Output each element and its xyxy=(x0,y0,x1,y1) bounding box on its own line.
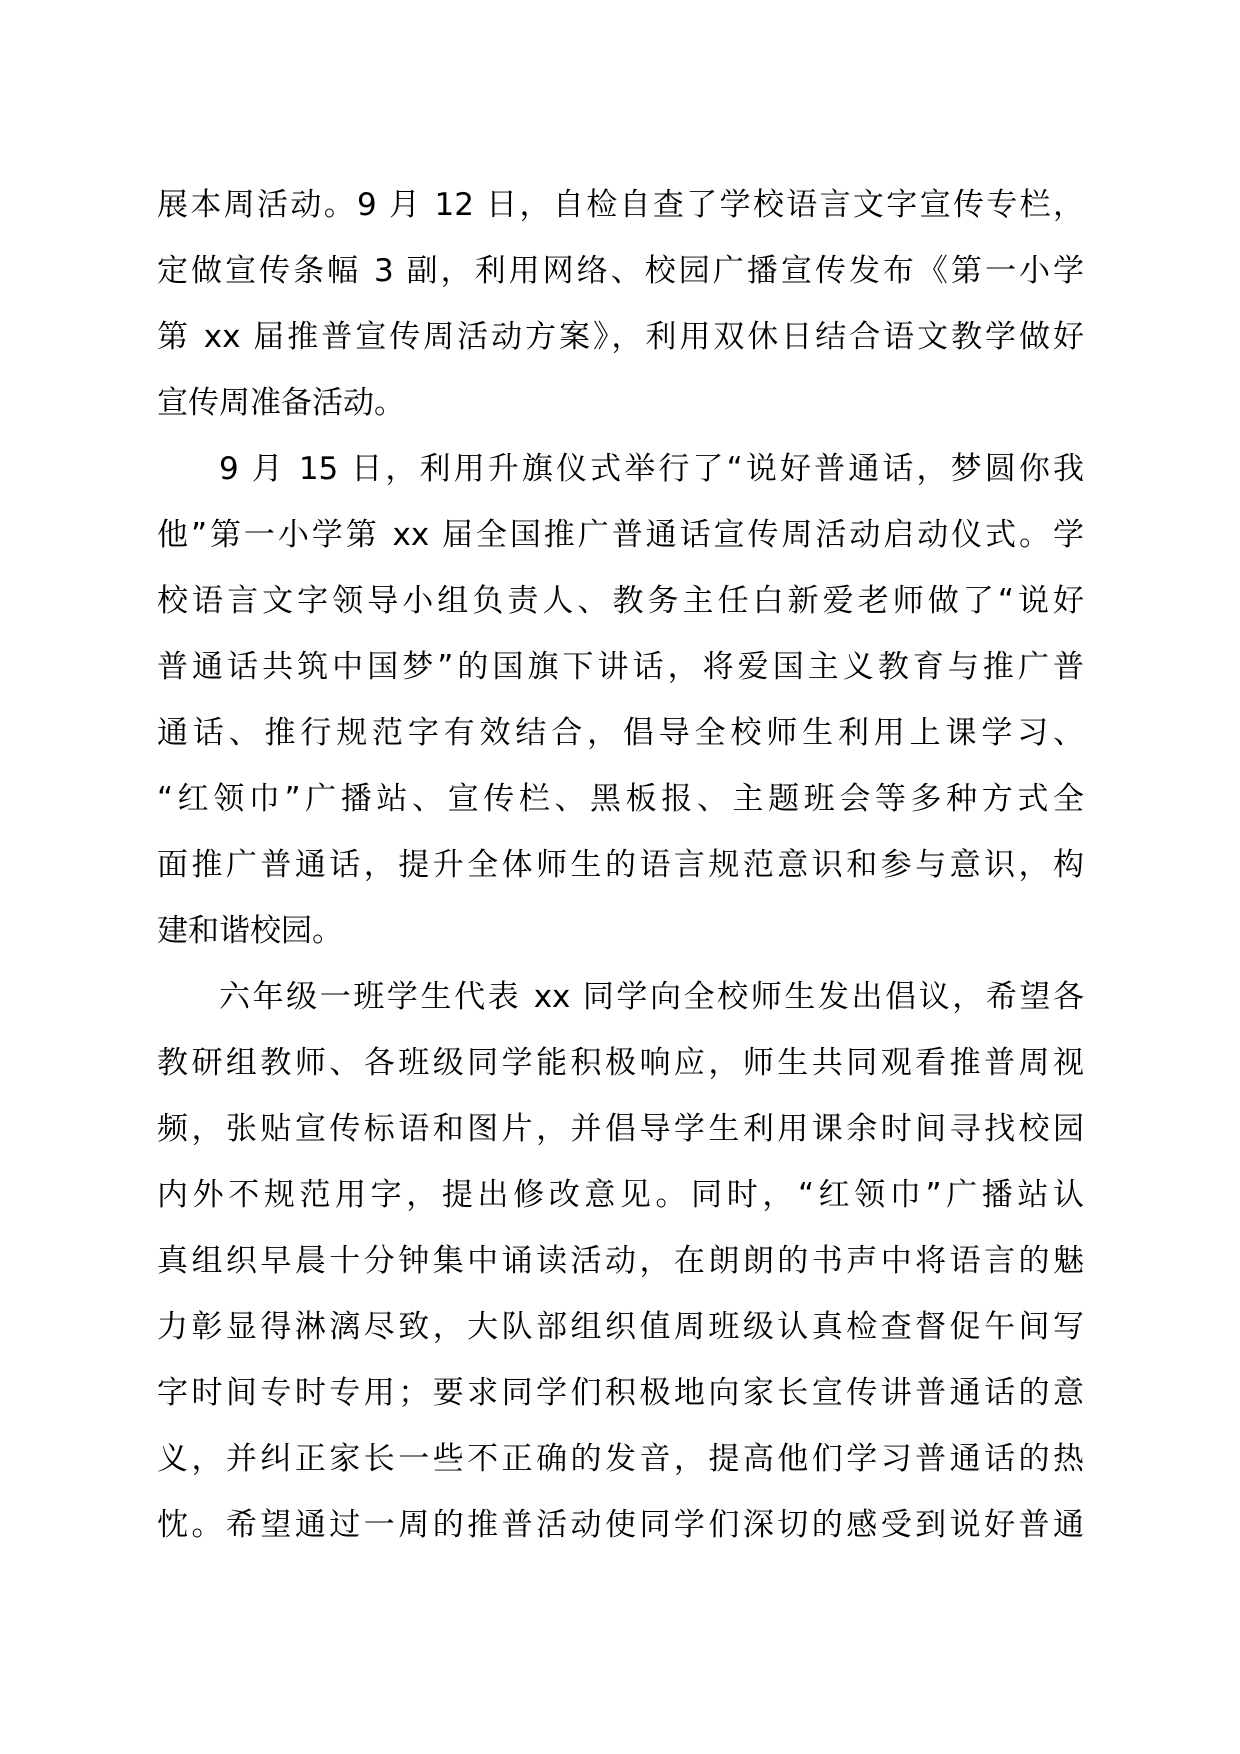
text-line: 力彰显得淋漓尽致，大队部组织值周班级认真检查督促午间写 xyxy=(157,1309,1084,1345)
text-line: 9 月 15 日，利用升旗仪式举行了“说好普通话，梦圆你我 xyxy=(219,451,1084,487)
body-text xyxy=(157,172,1084,1558)
text-line: 六年级一班学生代表 xx 同学向全校师生发出倡议，希望各 xyxy=(219,979,1084,1015)
text-line: 普通话共筑中国梦”的国旗下讲话，将爱国主义教育与推广普 xyxy=(157,649,1084,685)
text-line: 真组织早晨十分钟集中诵读活动，在朗朗的书声中将语言的魅 xyxy=(157,1243,1084,1279)
text-line: 建和谐校园。 xyxy=(157,913,343,949)
text-line: 第 xx 届推普宣传周活动方案》，利用双休日结合语文教学做好 xyxy=(157,319,1084,355)
text-line: 面推广普通话，提升全体师生的语言规范意识和参与意识，构 xyxy=(157,847,1084,883)
text-line: 通话、推行规范字有效结合，倡导全校师生利用上课学习、 xyxy=(157,715,1084,751)
paragraph-1 xyxy=(157,172,1084,436)
text-line: 义，并纠正家长一些不正确的发音，提高他们学习普通话的热 xyxy=(157,1441,1084,1477)
text-line: 内外不规范用字，提出修改意见。同时，“红领巾”广播站认 xyxy=(157,1177,1084,1213)
text-line: 宣传周准备活动。 xyxy=(157,385,405,421)
text-line: 频，张贴宣传标语和图片，并倡导学生利用课余时间寻找校园 xyxy=(157,1111,1084,1147)
text-line: 定做宣传条幅 3 副，利用网络、校园广播宣传发布《第一小学 xyxy=(157,253,1084,289)
text-line: 他”第一小学第 xx 届全国推广普通话宣传周活动启动仪式。学 xyxy=(157,517,1084,553)
text-line: “红领巾”广播站、宣传栏、黑板报、主题班会等多种方式全 xyxy=(157,781,1084,817)
text-line: 校语言文字领导小组负责人、教务主任白新爱老师做了“说好 xyxy=(157,583,1084,619)
text-line: 展本周活动。9 月 12 日，自检自查了学校语言文字宣传专栏， xyxy=(157,187,1084,223)
paragraph-3 xyxy=(157,964,1084,1558)
text-line: 字时间专时专用；要求同学们积极地向家长宣传讲普通话的意 xyxy=(157,1375,1084,1411)
paragraph-2 xyxy=(157,436,1084,964)
text-line: 忱。希望通过一周的推普活动使同学们深切的感受到说好普通 xyxy=(157,1507,1084,1543)
text-line: 教研组教师、各班级同学能积极响应，师生共同观看推普周视 xyxy=(157,1045,1084,1081)
